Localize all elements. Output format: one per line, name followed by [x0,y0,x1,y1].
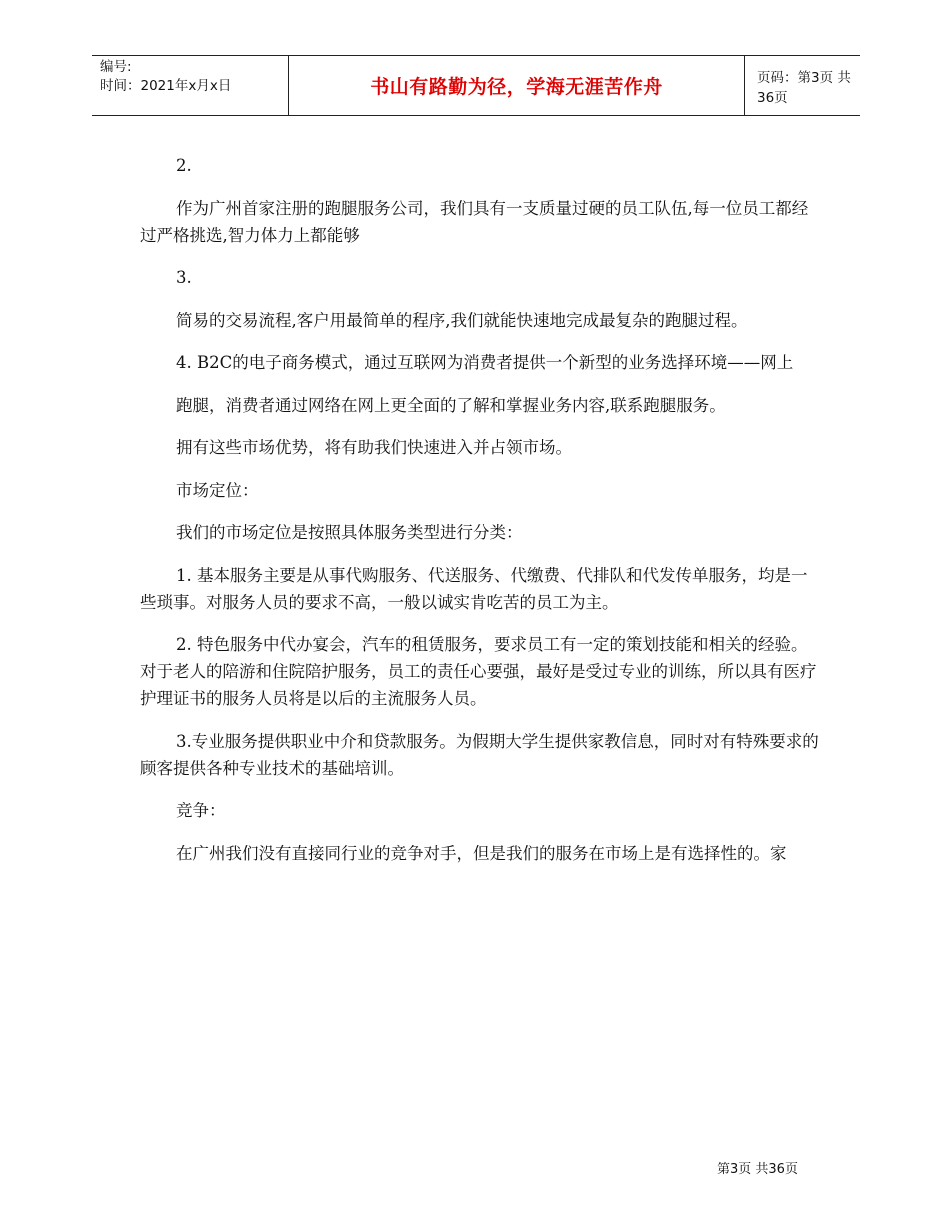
header-page-number: 页码：第3页 共36页 [757,69,851,106]
paragraph: 3. [176,268,192,287]
section-heading: 市场定位： [176,480,259,500]
paragraph: 作为广州首家注册的跑腿服务公司，我们具有一支质量过硬的员工队伍,每一位员工都经过严格挑选,智力体力上都能够 [140,198,809,245]
page-header [92,55,860,116]
document-time-label: 时间：2021年x月x日 [100,78,232,94]
section-heading: 竞争： [176,801,226,820]
page-footer: 第3页 共36页 [717,1162,798,1177]
paragraph: 简易的交易流程,客户用最简单的程序,我们就能快速地完成最复杂的跑腿过程。 [176,310,748,330]
paragraph: 在广州我们没有直接同行业的竞争对手，但是我们的服务在市场上是有选择性的。家 [176,843,787,863]
paragraph: 我们的市场定位是按照具体服务类型进行分类： [176,523,523,542]
document-number-label: 编号: [100,59,132,75]
paragraph: 跑腿，消费者通过网络在网上更全面的了解和掌握业务内容,联系跑腿服务。 [176,395,726,415]
paragraph: 3.专业服务提供职业中介和贷款服务。为假期大学生提供家教信息，同时对有特殊要求的顾客提供各种专业技术的基础培训。 [140,731,819,778]
paragraph: 拥有这些市场优势，将有助我们快速进入并占领市场。 [176,438,572,457]
paragraph: 1. 基本服务主要是从事代购服务、代送服务、代缴费、代排队和代发传单服务，均是一些琐事。对服务人员的要求不高，一般以诚实肯吃苦的员工为主。 [140,565,808,612]
header-meta [100,58,288,113]
paragraph: 2. [176,156,192,175]
document-body [140,152,820,882]
paragraph: 4. B2C的电子商务模式，通过互联网为消费者提供一个新型的业务选择环境——网上 [176,353,794,372]
header-motto: 书山有路勤为径，学海无涯苦作舟 [288,56,745,115]
paragraph: 2. 特色服务中代办宴会，汽车的租赁服务，要求员工有一定的策划技能和相关的经验。对于老人的陪游和住院陪护服务，员工的责任心要强，最好是受过专业的训练，所以具有医疗护理证书的服务人员将是以后的主流服务人员。 [140,635,817,708]
